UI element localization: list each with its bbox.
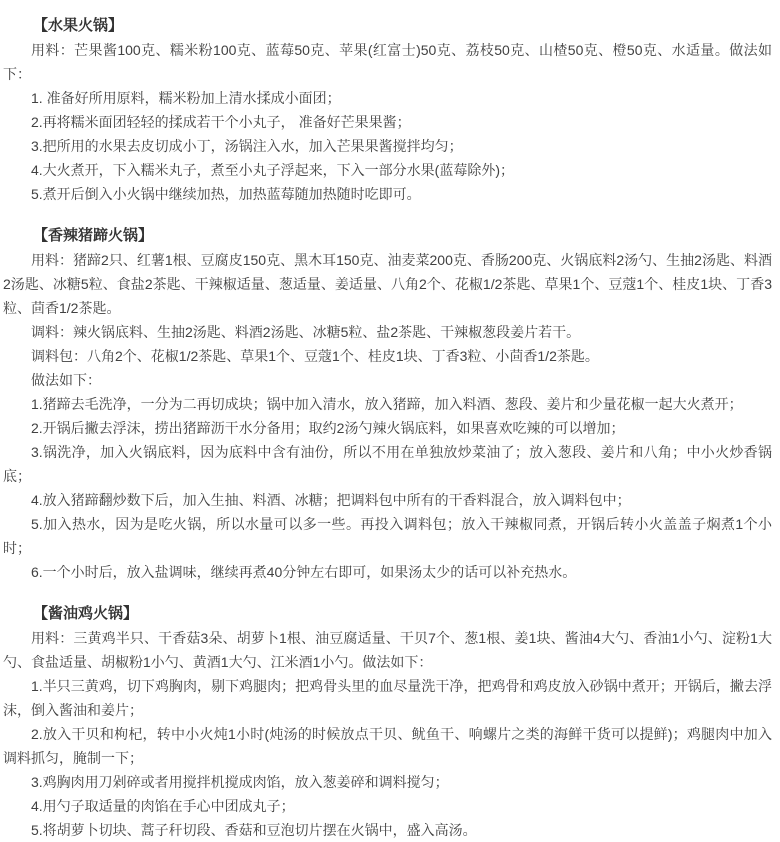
recipe-paragraph: 4.放入猪蹄翻炒数下后，加入生抽、料酒、冰糖；把调料包中所有的干香料混合，放入调料包中； <box>31 492 631 508</box>
recipe-paragraph: 3.把所用的水果去皮切成小丁，汤锅注入水，加入芒果果酱搅拌均匀； <box>31 138 463 154</box>
recipe-title: 【酱油鸡火锅】 <box>33 605 139 622</box>
recipe-paragraph: 用料：芒果酱100克、糯米粉100克、蓝莓50克、苹果(红富士)50克、荔枝50克、山楂50克、橙50克、水适量。做法如下： <box>3 42 772 82</box>
recipe-paragraph: 调料包：八角2个、花椒1/2茶匙、草果1个、豆蔻1个、桂皮1块、丁香3粒、小茴香1/2茶匙。 <box>31 348 599 364</box>
recipe-paragraph: 2.开锅后撇去浮沫，捞出猪蹄沥干水分备用；取约2汤勺辣火锅底料，如果喜欢吃辣的可以增加； <box>31 420 625 436</box>
recipe-title: 【香辣猪蹄火锅】 <box>33 227 154 244</box>
recipe-paragraph: 用料：三黄鸡半只、干香菇3朵、胡萝卜1根、油豆腐适量、干贝7个、葱1根、姜1块、酱油4大勺、香油1小勺、淀粉1大勺、食盐适量、胡椒粉1小勺、黄酒1大勺、江米酒1小勺。做法如下： <box>3 630 772 670</box>
recipe-paragraph: 2.放入干贝和枸杞，转中小火炖1小时(炖汤的时候放点干贝、鱿鱼干、响螺片之类的海鲜干货可以提鲜)；鸡腿肉中加入调料抓匀，腌制一下； <box>3 726 772 766</box>
recipe-section <box>3 601 772 842</box>
recipe-section <box>3 223 772 584</box>
recipe-paragraph: 5.将胡萝卜切块、蒿子秆切段、香菇和豆泡切片摆在火锅中，盛入高汤。 <box>31 822 477 838</box>
recipe-paragraph: 4.大火煮开，下入糯米丸子，煮至小丸子浮起来，下入一部分水果(蓝莓除外)； <box>31 162 514 178</box>
recipe-paragraph: 6.一个小时后，放入盐调味，继续再煮40分钟左右即可，如果汤太少的话可以补充热水。 <box>31 564 577 580</box>
recipe-paragraph: 做法如下： <box>31 372 101 388</box>
recipe-paragraph: 调料：辣火锅底料、生抽2汤匙、料酒2汤匙、冰糖5粒、盐2茶匙、干辣椒葱段姜片若干。 <box>31 324 581 340</box>
recipe-paragraph: 1. 准备好所用原料，糯米粉加上清水揉成小面团； <box>31 90 341 106</box>
recipe-paragraph: 1.猪蹄去毛洗净，一分为二再切成块；锅中加入清水，放入猪蹄，加入料酒、葱段、姜片和少量花椒一起大火煮开； <box>31 396 743 412</box>
recipe-paragraph: 用料：猪蹄2只、红薯1根、豆腐皮150克、黑木耳150克、油麦菜200克、香肠200克、火锅底料2汤勺、生抽2汤匙、料酒2汤匙、冰糖5粒、食盐2茶匙、干辣椒适量、葱适量、姜适量、八角2个、花椒1/2茶匙、草果1个、豆蔻1个、桂皮1块、丁香3粒、茴香1/2茶匙。 <box>3 252 772 316</box>
recipe-title: 【水果火锅】 <box>33 17 124 34</box>
recipe-paragraph: 3.锅洗净，加入火锅底料，因为底料中含有油份，所以不用在单独放炒菜油了；放入葱段、姜片和八角；中小火炒香锅底； <box>3 444 772 484</box>
recipe-paragraph: 5.加入热水，因为是吃火锅，所以水量可以多一些。再投入调料包；放入干辣椒同煮，开锅后转小火盖盖子焖煮1个小时； <box>3 516 772 556</box>
recipe-paragraph: 2.再将糯米面团轻轻的揉成若干个小丸子， 准备好芒果果酱； <box>31 114 411 130</box>
recipe-section <box>3 13 772 206</box>
recipe-paragraph: 5.煮开后倒入小火锅中继续加热，加热蓝莓随加热随时吃即可。 <box>31 186 421 202</box>
recipe-paragraph: 1.半只三黄鸡，切下鸡胸肉，剔下鸡腿肉；把鸡骨头里的血尽量洗干净，把鸡骨和鸡皮放入砂锅中煮开；开锅后，撇去浮沫，倒入酱油和姜片； <box>3 678 772 718</box>
recipe-paragraph: 3.鸡胸肉用刀剁碎或者用搅拌机搅成肉馅，放入葱姜碎和调料搅匀； <box>31 774 449 790</box>
recipe-paragraph: 4.用勺子取适量的肉馅在手心中团成丸子； <box>31 798 295 814</box>
